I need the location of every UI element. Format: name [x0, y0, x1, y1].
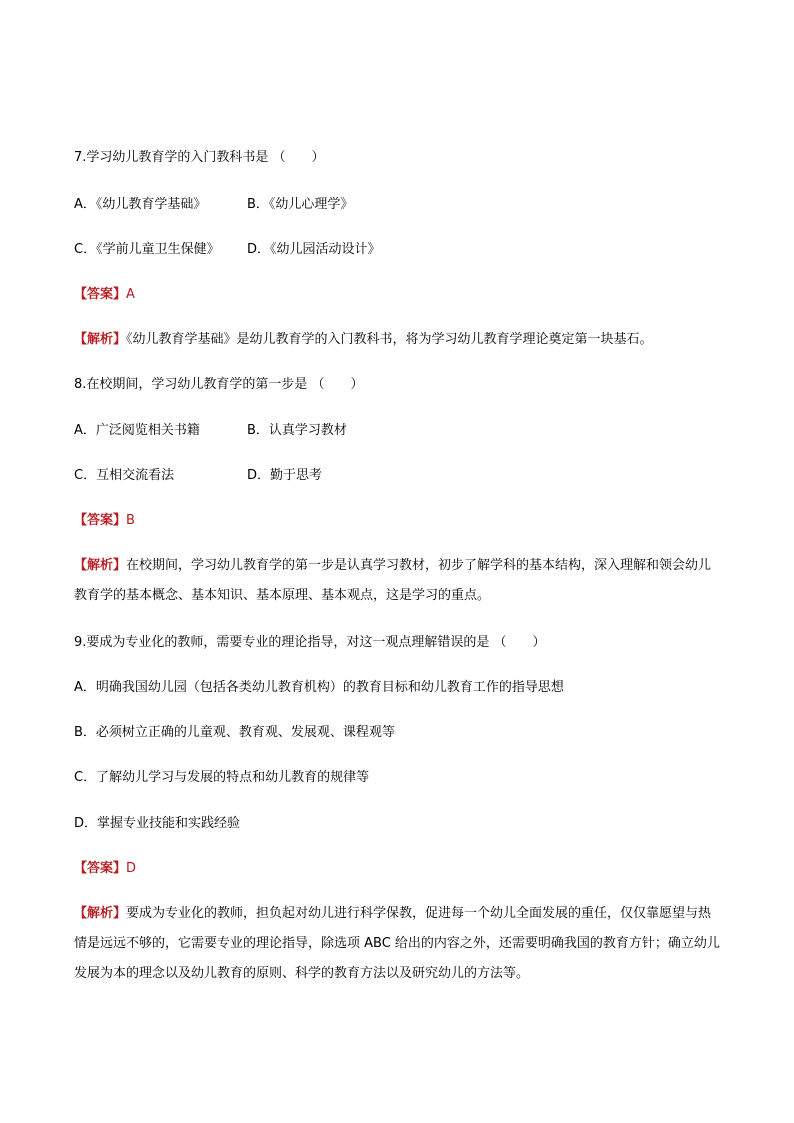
question-8-option-d: D．勤于思考 — [247, 468, 323, 483]
question-9-option-a: A．明确我国幼儿园（包括各类幼儿教育机构）的教育目标和幼儿教育工作的指导思想 — [74, 680, 564, 695]
question-8-answer — [74, 511, 135, 531]
question-8-stem: 8.在校期间，学习幼儿教育学的第一步是 （ ） — [74, 377, 364, 392]
answer-tag: 【答案】 — [74, 287, 127, 302]
analysis-text: 要成为专业化的教师，担负起对幼儿进行科学保教，促进每一个幼儿全面发展的重任，仅仅靠愿望与热情是远远不够的，它需要专业的理论指导，除选项 ABC 给出的内容之外，还需要明确我国的教育方针；确立幼儿发展为本的理念以及幼儿教育的原则、科学的教育方法以及研究幼儿的方法等。 — [74, 906, 720, 981]
answer-tag: 【答案】 — [74, 861, 127, 876]
answer-value: A — [126, 287, 135, 302]
question-9-option-c: C．了解幼儿学习与发展的特点和幼儿教育的规律等 — [74, 770, 370, 785]
answer-tag: 【答案】 — [74, 513, 127, 528]
question-7-answer — [74, 285, 135, 305]
question-7-stem: 7.学习幼儿教育学的入门教科书是 （ ） — [74, 150, 325, 165]
answer-value: D — [126, 861, 137, 876]
question-8-options-row-2 — [74, 466, 323, 486]
analysis-tag: 【解析】 — [74, 558, 127, 573]
analysis-text: 《幼儿教育学基础》是幼儿教育学的入门教科书，将为学习幼儿教育学理论奠定第一块基石。 — [126, 332, 653, 347]
question-8-options-row-1 — [74, 421, 347, 441]
question-8-option-c: C．互相交流看法 — [74, 468, 175, 483]
question-7-analysis — [74, 330, 653, 350]
question-7-options-row-1 — [74, 195, 354, 215]
question-9-stem: 9.要成为专业化的教师，需要专业的理论指导，对这一观点理解错误的是 （ ） — [74, 635, 546, 650]
question-9-option-d: D．掌握专业技能和实践经验 — [74, 816, 241, 831]
question-7-option-d: D．《幼儿园活动设计》 — [247, 242, 381, 257]
question-9-option-b: B．必须树立正确的儿童观、教育观、发展观、课程观等 — [74, 725, 395, 740]
question-7-options-row-2 — [74, 240, 381, 260]
question-8-analysis — [74, 551, 724, 611]
question-7-option-c: C．《学前儿童卫生保健》 — [74, 242, 220, 257]
analysis-tag: 【解析】 — [74, 332, 127, 347]
analysis-tag: 【解析】 — [74, 906, 127, 921]
question-9-analysis — [74, 899, 724, 989]
question-8-option-b: B．认真学习教材 — [247, 423, 347, 438]
analysis-text: 在校期间，学习幼儿教育学的第一步是认真学习教材，初步了解学科的基本结构，深入理解和领会幼儿教育学的基本概念、基本知识、基本原理、基本观点，这是学习的重点。 — [74, 558, 712, 603]
question-9-answer — [74, 859, 136, 879]
question-7-option-a: A．《幼儿教育学基础》 — [74, 197, 207, 212]
question-8-option-a: A．广泛阅览相关书籍 — [74, 423, 200, 438]
question-7-option-b: B．《幼儿心理学》 — [247, 197, 354, 212]
answer-value: B — [126, 513, 135, 528]
